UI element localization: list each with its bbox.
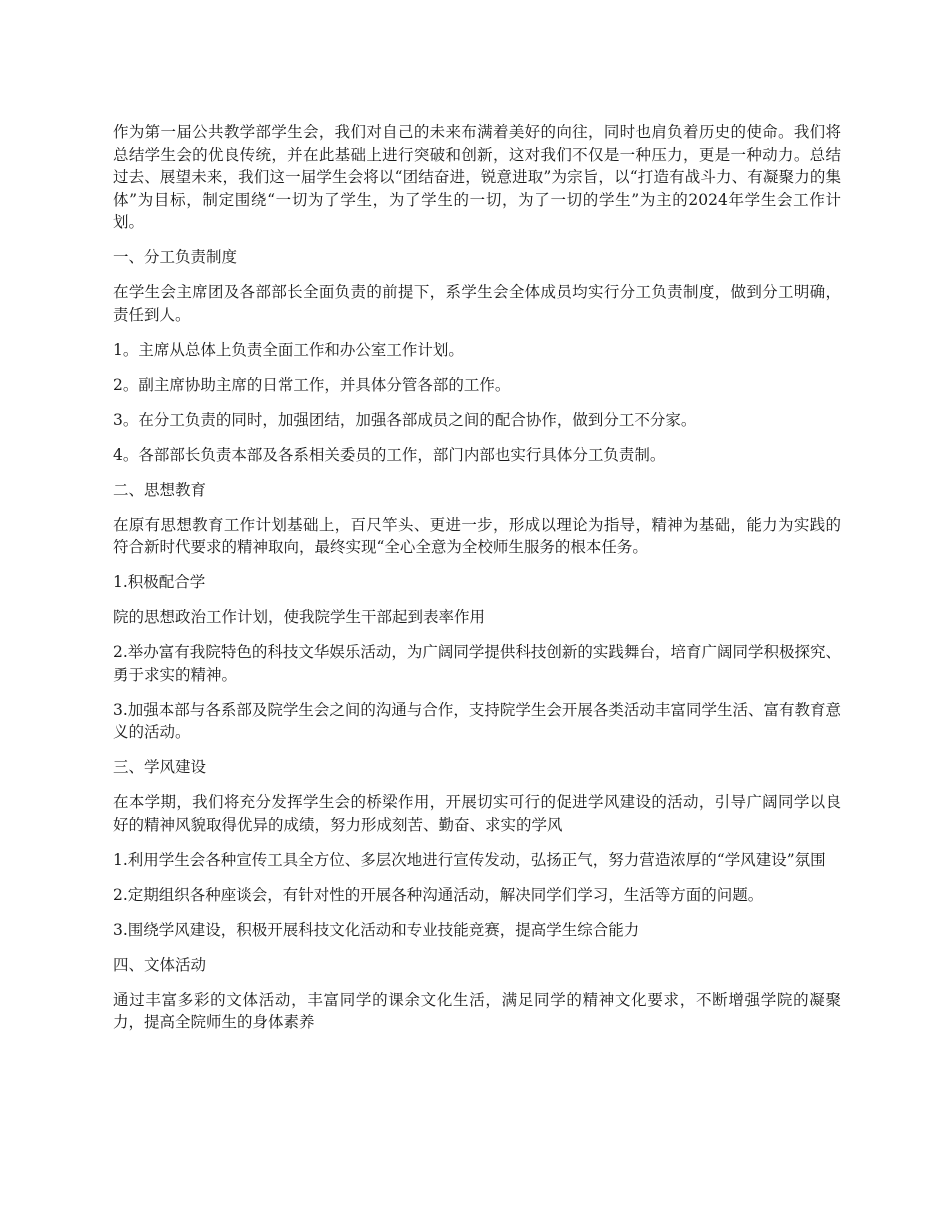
body-paragraph: 在原有思想教育工作计划基础上，百尺竿头、更进一步，形成以理论为指导，精神为基础，能力为实践的符合新时代要求的精神取向，最终实现“全心全意为全校师生服务的根本任务。 (113, 515, 841, 556)
list-item: 1.利用学生会各种宣传工具全方位、多层次地进行宣传发动，弘扬正气，努力营造浓厚的“学风建设”氛围 (113, 850, 826, 869)
intro-paragraph: 作为第一届公共教学部学生会，我们对自己的未来布满着美好的向往，同时也肩负着历史的使命。我们将总结学生会的优良传统，并在此基础上进行突破和创新，这对我们不仅是一种压力，更是一种动力。总结过去、展望未来，我们这一届学生会将以“团结奋进，锐意进取”为宗旨，以“打造有战斗力、有凝聚力的集体”为目标，制定围绕“一切为了学生，为了学生的一切，为了一切的学生”为主的2024年学生会工作计划。 (113, 123, 841, 231)
list-item: 3.围绕学风建设，积极开展科技文化活动和专业技能竞赛，提高学生综合能力 (113, 920, 640, 939)
section-heading-cultural-sports: 四、文体活动 (113, 955, 207, 974)
list-item: 2.举办富有我院特色的科技文华娱乐活动，为广阔同学提供科技创新的实践舞台，培育广阔同学积极探究、勇于求实的精神。 (113, 643, 841, 684)
list-item: 2.定期组织各种座谈会，有针对性的开展各种沟通活动，解决同学们学习，生活等方面的问题。 (113, 885, 764, 904)
list-item: 1。主席从总体上负责全面工作和办公室工作计划。 (113, 340, 464, 359)
list-item: 3.加强本部与各系部及院学生会之间的沟通与合作，支持院学生会开展各类活动丰富同学生活、富有教育意义的活动。 (113, 700, 841, 741)
section-heading-study-style: 三、学风建设 (113, 758, 207, 776)
list-item: 4。各部部长负责本部及各系相关委员的工作，部门内部也实行具体分工负责制。 (113, 445, 666, 464)
body-paragraph: 在本学期，我们将充分发挥学生会的桥梁作用，开展切实可行的促进学风建设的活动，引导广阔同学以良好的精神风貌取得优异的成绩，努力形成刻苦、勤奋、求实的学风 (113, 793, 841, 834)
list-item: 1.积极配合学 (113, 573, 206, 591)
body-paragraph: 在学生会主席团及各部部长全面负责的前提下，系学生会全体成员均实行分工负责制度，做到分工明确，责任到人。 (113, 283, 841, 324)
list-item: 2。副主席协助主席的日常工作，并具体分管各部的工作。 (113, 375, 511, 394)
body-paragraph: 通过丰富多彩的文体活动，丰富同学的课余文化生活，满足同学的精神文化要求，不断增强学院的凝聚力，提高全院师生的身体素养 (113, 990, 841, 1031)
document-body (113, 121, 841, 1046)
list-item: 3。在分工负责的同时，加强团结，加强各部成员之间的配合协作，做到分工不分家。 (113, 410, 697, 429)
body-paragraph: 院的思想政治工作计划，使我院学生干部起到表率作用 (113, 608, 486, 626)
section-heading-ideological-education: 二、思想教育 (113, 480, 207, 499)
section-heading-division-of-labor: 一、分工负责制度 (113, 248, 238, 266)
